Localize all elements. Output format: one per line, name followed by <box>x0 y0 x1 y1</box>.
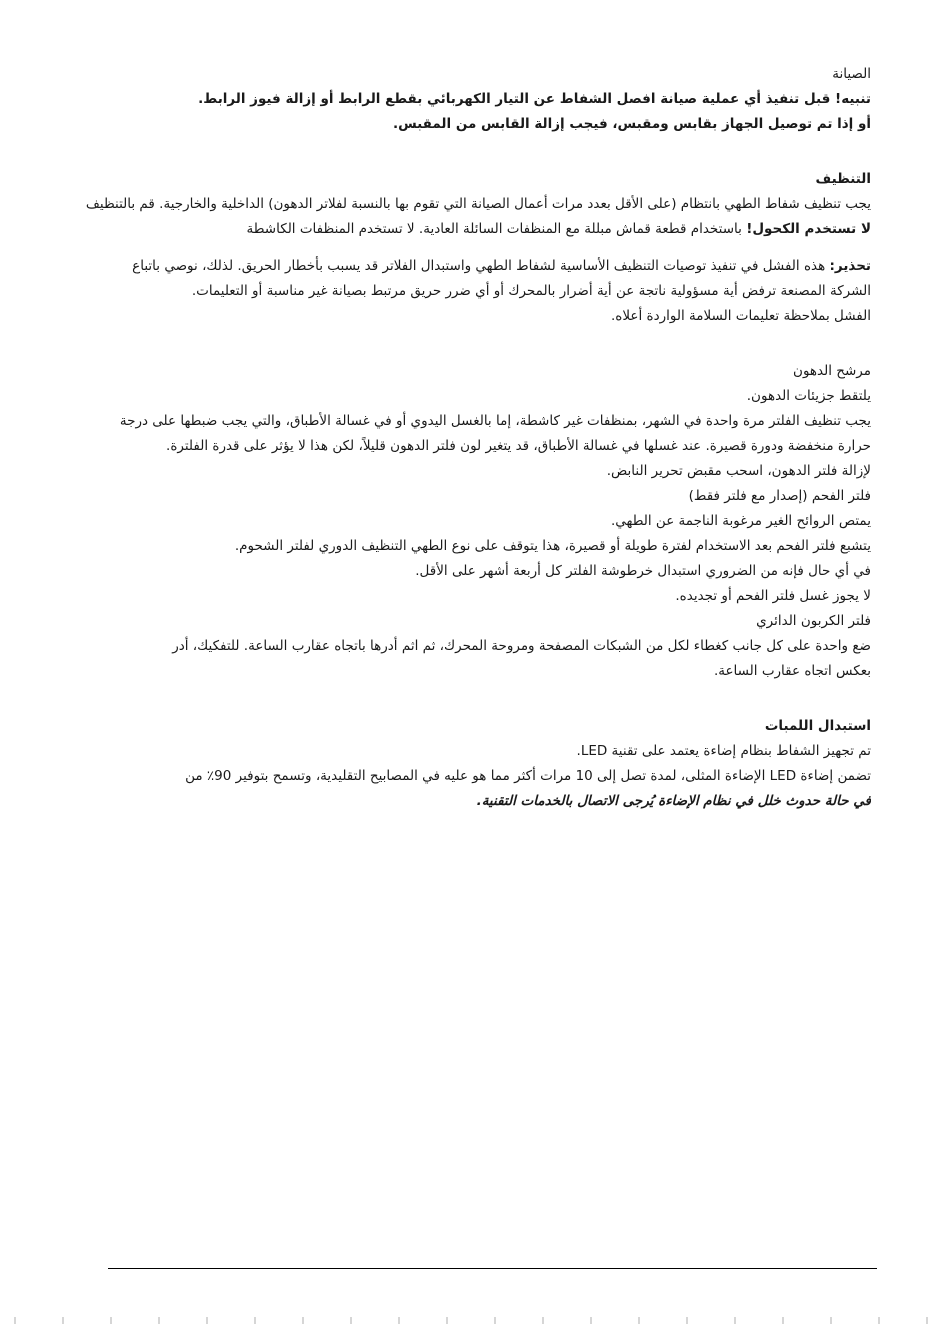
cleaning-line-2 <box>78 217 871 242</box>
lamps-line-1: تم تجهيز الشفاط بنظام إضاءة يعتمد على تقنية LED. <box>576 743 871 759</box>
round-carbon-filter-line-2: بعكس اتجاه عقارب الساعة. <box>713 663 871 679</box>
charcoal-filter-line-2: يتشبع فلتر الفحم بعد الاستخدام لفترة طويلة أو قصيرة، هذا يتوقف على نوع الطهي التنظيف الدوري لفلتر الشحوم. <box>234 538 871 554</box>
cleaning-line-1: يجب تنظيف شفاط الطهي بانتظام (على الأقل بعدد مرات أعمال الصيانة التي تقوم بها بالنسبة لفلاتر الدهون) الداخلية والخارجية. قم بالتنظيف <box>85 196 871 212</box>
manual-page <box>78 62 871 814</box>
caution-line-1 <box>78 254 871 279</box>
grease-filter-line-2: يجب تنظيف الفلتر مرة واحدة في الشهر، بمنظفات غير كاشطة، إما بالغسل اليدوي أو في غسالة الأطباق، والتي يجب ضبطها على درجة <box>119 413 871 429</box>
no-alcohol-warning: لا تستخدم الكحول! <box>746 221 871 237</box>
warning-line-1: تنبيه! قبل تنفيذ أي عملية صيانة افصل الشفاط عن التيار الكهربائي بقطع الرابط أو إزالة فيوز الرابط. <box>198 91 871 107</box>
charcoal-filter-line-1: يمتص الروائح الغير مرغوبة الناجمة عن الطهي. <box>610 513 871 529</box>
maintenance-heading: الصيانة <box>832 66 871 82</box>
cleaning-heading: التنظيف <box>815 171 871 187</box>
lamps-line-3: في حالة حدوث خلل في نظام الإضاءة يُرجى الاتصال بالخدمات التقنية. <box>476 793 871 809</box>
charcoal-filter-line-4: لا يجوز غسل فلتر الفحم أو تجديده. <box>675 588 871 604</box>
charcoal-filter-heading: فلتر الفحم (إصدار مع فلتر فقط) <box>688 488 871 504</box>
round-carbon-filter-heading: فلتر الكربون الدائري <box>756 613 871 629</box>
caution-label: تحذير: <box>829 258 871 274</box>
lamps-line-2: تضمن إضاءة LED الإضاءة المثلى، لمدة تصل إلى 10 مرات أكثر مما هو عليه في المصابيح التقليدية، وتسمح بتوفير 90٪ من <box>185 768 871 784</box>
round-carbon-filter-line-1: ضع واحدة على كل جانب كغطاء لكل من الشبكات المصفحة ومروحة المحرك، ثم اثم أدرها باتجاه عقارب الساعة. للتفكيك، أدر <box>172 638 871 654</box>
cleaning-line-2-text: باستخدام قطعة قماش مبللة مع المنظفات السائلة العادية. لا تستخدم المنظفات الكاشطة <box>246 221 747 237</box>
grease-filter-line-3: حرارة منخفضة ودورة قصيرة. عند غسلها في غسالة الأطباق، قد يتغير لون فلتر الدهون قليلاً، لكن هذا لا يؤثر على قدرة الفلترة. <box>166 438 871 454</box>
charcoal-filter-line-3: في أي حال فإنه من الضروري استبدال خرطوشة الفلتر كل أربعة أشهر على الأقل. <box>415 563 871 579</box>
grease-filter-line-1: يلتقط جزيئات الدهون. <box>746 388 871 404</box>
lamps-heading: استبدال اللمبات <box>764 718 871 734</box>
footer-scan-marks <box>0 1317 933 1324</box>
caution-line-2: الشركة المصنعة ترفض أية مسؤولية ناتجة عن أية أضرار بالمحرك أو أي ضرر حريق مرتبط بصيانة غير مناسبة أو التعليمات. <box>191 283 871 299</box>
grease-filter-line-4: لإزالة فلتر الدهون، اسحب مقبض تحرير النابض. <box>606 463 871 479</box>
caution-line-3: الفشل بملاحظة تعليمات السلامة الواردة أعلاه. <box>611 308 871 324</box>
caution-line-1-text: هذه الفشل في تنفيذ توصيات التنظيف الأساسية لشفاط الطهي واستبدال الفلاتر قد يسبب بأخطار الحريق. لذلك، نوصي باتباع <box>132 258 830 274</box>
warning-line-2: أو إذا تم توصيل الجهاز بقابس ومقبس، فيجب إزالة القابس من المقبس. <box>392 116 871 132</box>
footer-rule <box>108 1268 877 1269</box>
grease-filter-heading: مرشح الدهون <box>793 363 871 379</box>
